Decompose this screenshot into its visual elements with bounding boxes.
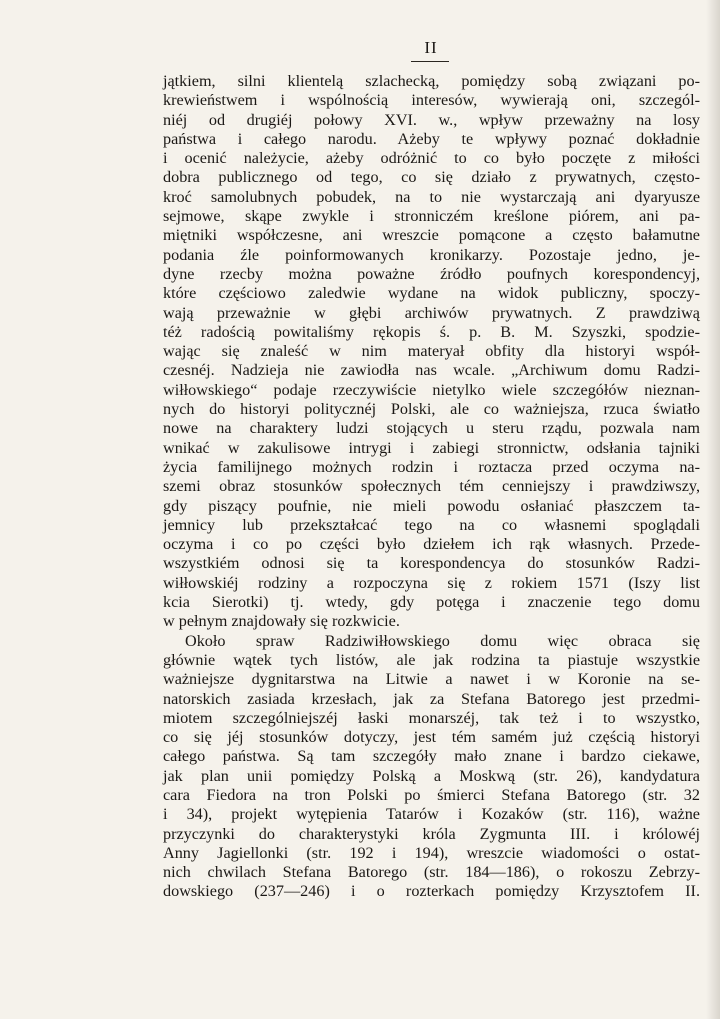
- text-line: jak plan unii pomiędzy Polską a Moskwą (str. 26), kandydatura: [163, 766, 700, 785]
- text-line: téż radością powitaliśmy rękopis ś. p. B. M. Szyszki, spodzie-: [163, 322, 700, 341]
- text-line: wiłłowskiéj rodziny a rozpoczyna się z rokiem 1571 (Iszy list: [163, 573, 700, 592]
- text-line: co się jéj stosunków dotyczy, jest tém samém już częścią historyi: [163, 728, 700, 747]
- text-line: gdy piszący poufnie, nie mieli powodu osłaniać płaszczem ta-: [163, 496, 700, 515]
- text-line: dowskiego (237—246) i o rozterkach pomiędzy Krzysztofem II.: [163, 882, 700, 901]
- text-line: nich chwilach Stefana Batorego (str. 184—186), o rokoszu Zebrzy-: [163, 863, 700, 882]
- text-line: przyczynki do charakterystyki króla Zygmunta III. i królowéj: [163, 824, 700, 843]
- text-line: podania źle poinformowanych kronikarzy. Pozostaje jedno, je-: [163, 245, 700, 264]
- body-text: [163, 72, 700, 902]
- text-line: szemi obraz stosunków społecznych tém cenniejszy i prawdziwszy,: [163, 477, 700, 496]
- text-line: wają przeważnie w głębi archiwów prywatnych. Z prawdziwą: [163, 303, 700, 322]
- text-line: i 34), projekt wytępienia Tatarów i Kozaków (str. 116), ważne: [163, 805, 700, 824]
- text-line: wiłłowskiego“ podaje rzeczywiście nietylko wiele szczegółów nieznan-: [163, 380, 700, 399]
- text-line: kcia Sierotki) tj. wtedy, gdy potęga i znaczenie tego domu: [163, 593, 700, 612]
- text-line: nych do historyi politycznéj Polski, ale co ważniejsza, rzuca światło: [163, 400, 700, 419]
- text-line: wając się znaleść w nim materyał obfity dla historyi współ-: [163, 342, 700, 361]
- text-line: które częściowo zaledwie wydane na widok publiczny, spoczy-: [163, 284, 700, 303]
- text-line: całego państwa. Są tam szczegóły mało znane i bardzo ciekawe,: [163, 747, 700, 766]
- text-line: państwa i całego narodu. Ażeby te wpływy poznać dokładnie: [163, 129, 700, 148]
- text-line: oczyma i co po części było dziełem ich rąk własnych. Przede-: [163, 535, 700, 554]
- text-line: głównie wątek tych listów, ale jak rodzina ta piastuje wszystkie: [163, 650, 700, 669]
- page-number: II: [424, 38, 438, 57]
- text-line: jątkiem, silni klientelą szlachecką, pomiędzy sobą związani po-: [163, 72, 700, 90]
- text-line: dyne rzecby można poważne źródło poufnych korespondencyj,: [163, 264, 700, 283]
- text-line: dobra publicznego od tego, co się działo z prywatnych, często-: [163, 168, 700, 187]
- text-line: ważniejsze dygnitarstwa na Litwie a nawet i w Koronie na se-: [163, 670, 700, 689]
- text-line: czesnéj. Nadzieja nie zawiodła nas wcale. „Archiwum domu Radzi-: [163, 361, 700, 380]
- text-line: natorskich zasiada krzesłach, jak za Stefana Batorego jest przedmi-: [163, 689, 700, 708]
- page-edge-shadow: [706, 0, 720, 1019]
- text-line: kroć samolubnych pobudek, na to nie wystarczają ani dyaryusze: [163, 187, 700, 206]
- text-line: i ocenić należycie, ażeby odróżnić to co było poczęte z miłości: [163, 149, 700, 168]
- text-line: sejmowe, skąpe zwykle i stronniczém kreślone piórem, ani pa-: [163, 207, 700, 226]
- page-number-rule: [411, 61, 449, 62]
- text-line: miotem szczególniejszéj łaski monarszéj, tak też i to wszystko,: [163, 708, 700, 727]
- paragraph-start-line: Około spraw Radziwiłłowskiego domu więc obraca się: [185, 631, 700, 650]
- text-line: jemnicy lub przekształcać tego na co własnemi spoglądali: [163, 515, 700, 534]
- text-line: niéj od drugiéj połowy XVI. w., wpływ przeważny na losy: [163, 110, 700, 129]
- paragraph-end-line: w pełnym znajdowały się rozkwicie.: [163, 612, 400, 631]
- text-line: miętniki współczesne, ani wreszcie pomącone a często bałamutne: [163, 226, 700, 245]
- text-line: cara Fiedora na tron Polski po śmierci Stefana Batorego (str. 32: [163, 785, 700, 804]
- text-line: życia familijnego możnych rodzin i roztacza przed oczyma na-: [163, 457, 700, 476]
- text-line: Anny Jagiellonki (str. 192 i 194), wreszcie wiadomości o ostat-: [163, 843, 700, 862]
- text-line: wszystkiém odnosi się ta korespondencya do stosunków Radzi-: [163, 554, 700, 573]
- text-line: krewieństwem i wspólnością interesów, wywierają oni, szczegól-: [163, 91, 700, 110]
- text-line: wnikać w zakulisowe intrygi i zabiegi stronnictw, odsłania tajniki: [163, 438, 700, 457]
- text-line: nowe na charaktery ludzi stojących u steru rządu, pozwala nam: [163, 419, 700, 438]
